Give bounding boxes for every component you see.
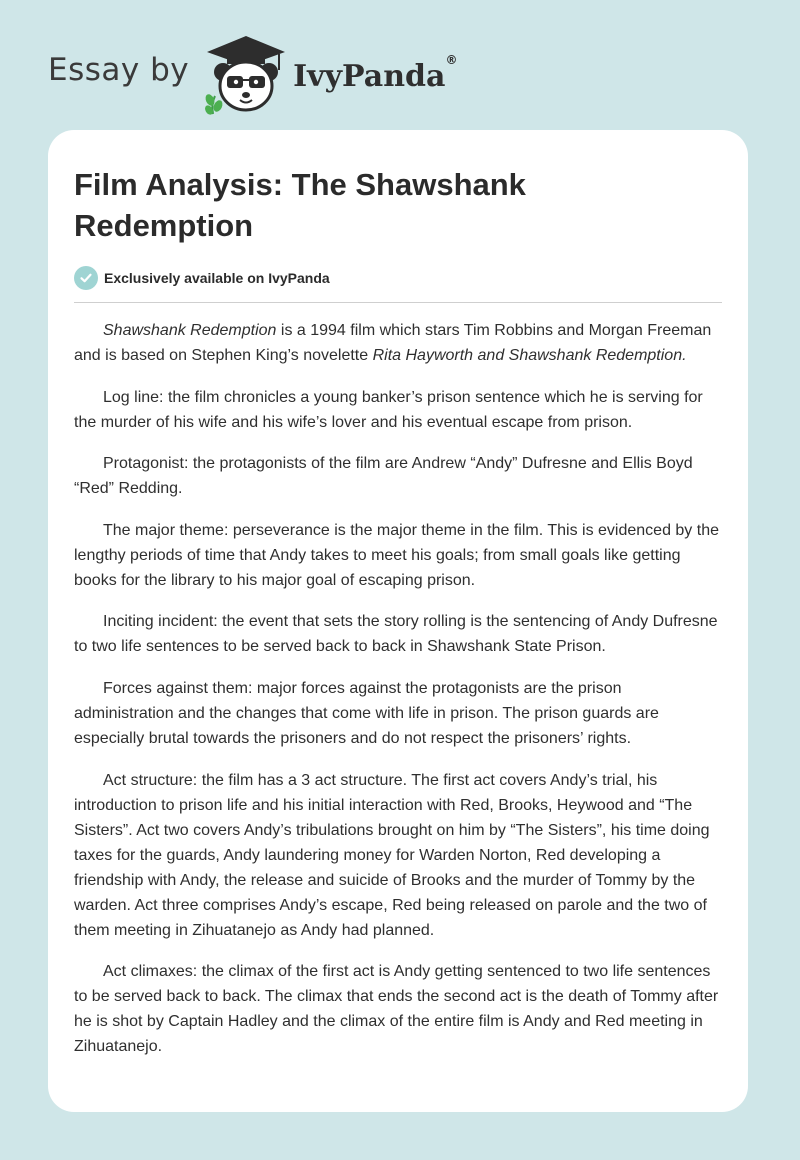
divider — [74, 302, 722, 303]
essay-body — [74, 318, 722, 1059]
essay-by-label: Essay by — [48, 52, 190, 88]
paragraph-major-theme: The major theme: perseverance is the major theme in the film. This is evidenced by the lengthy periods of time that Andy takes to meet his goals; from small goals like getting books for the library to his major goal of escaping prison. — [74, 521, 719, 589]
essay-title: Film Analysis: The Shawshank Redemption — [74, 167, 526, 243]
exclusive-badge — [74, 264, 722, 292]
check-icon — [74, 266, 98, 290]
brand-name-text: IvyPanda — [293, 58, 446, 94]
paragraph-protagonist: Protagonist: the protagonists of the film are Andrew “Andy” Dufresne and Ellis Boyd “Red” Redding. — [74, 455, 693, 498]
paragraph-intro-text: is a 1994 film which stars Tim Robbins and Morgan Freeman and is based on Stephen King’s novelette — [74, 322, 712, 364]
paragraph-inciting-incident: Inciting incident: the event that sets the story rolling is the sentencing of Andy Dufresne to two life sentences to be served back to back in Shawshank State Prison. — [74, 613, 718, 656]
exclusive-label: Exclusively available on IvyPanda — [104, 270, 330, 286]
novelette-title-italic: Rita Hayworth and Shawshank Redemption. — [372, 347, 687, 364]
panda-graduate-logo-icon[interactable] — [203, 34, 289, 116]
film-title-italic: Shawshank Redemption — [103, 322, 277, 339]
registered-mark: ® — [445, 52, 458, 67]
paragraph-log-line: Log line: the film chronicles a young banker’s prison sentence which he is serving for the murder of his wife and his wife’s lover and his eventual escape from prison. — [74, 388, 703, 431]
paragraph-act-climaxes: Act climaxes: the climax of the first act is Andy getting sentenced to two life sentences to be served back to back. The climax that ends the second act is the death of Tommy after he is shot by Captain Hadley and the climax of the entire film is Andy and Red meeting in Zihuatanejo. — [74, 963, 719, 1056]
brand-name[interactable] — [293, 52, 458, 94]
paragraph-forces-against: Forces against them: major forces against the protagonists are the prison administration and the changes that come with life in prison. The prison guards are especially brutal towards the prisoners and do not respect the prisoners’ rights. — [74, 679, 659, 747]
paragraph-act-structure: Act structure: the film has a 3 act structure. The first act covers Andy’s trial, his introduction to prison life and his initial interaction with Red, Brooks, Heywood and “The Sisters”. Act two covers Andy’s tribulations brought on him by “The Sisters”, his time doing taxes for the guards, Andy laundering money for Warden Norton, Red developing a friendship with Andy, the release and suicide of Brooks and the murder of Tommy by the warden. Act three comprises Andy’s escape, Red being released on parole and the two of them meeting in Zihuatanejo as Andy had planned. — [74, 771, 710, 939]
paragraph-intro — [74, 318, 722, 368]
site-header — [48, 30, 457, 120]
essay-card — [48, 130, 748, 1112]
